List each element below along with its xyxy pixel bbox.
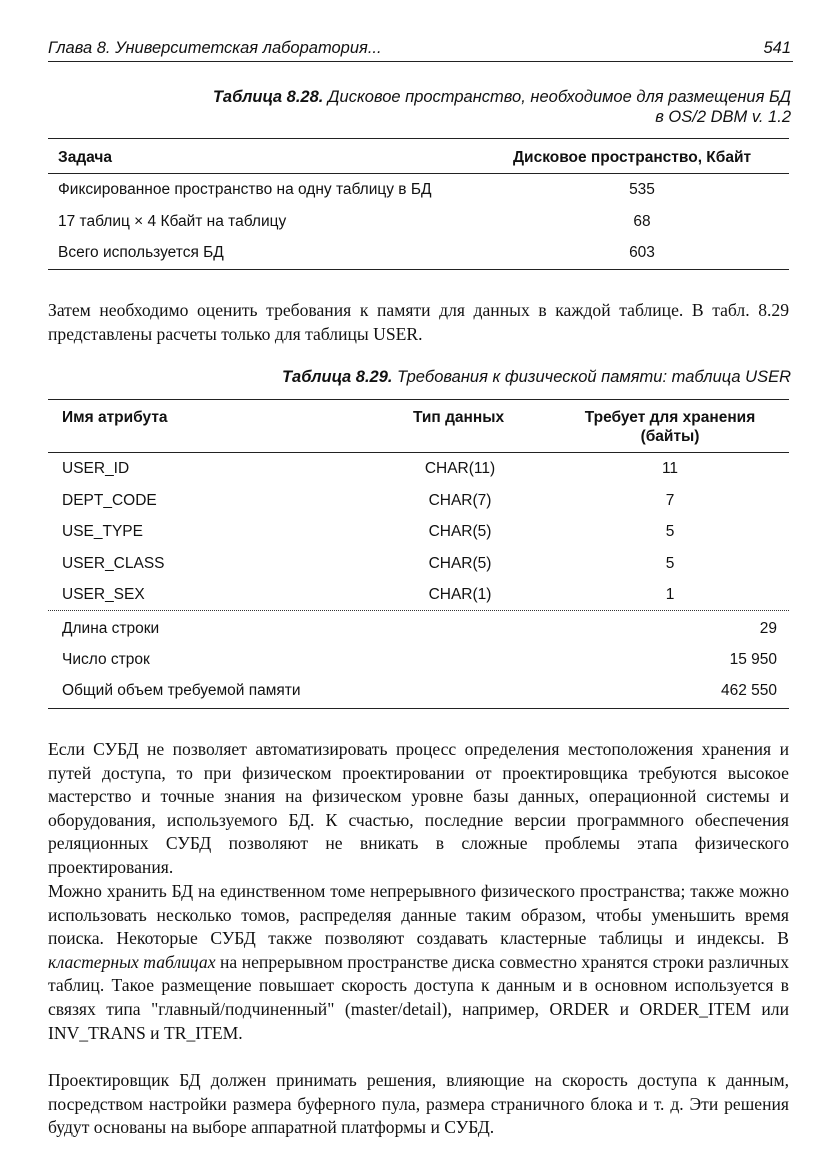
table-829-caption-label: Таблица 8.29. [281, 368, 393, 386]
table-829-row-2-attr: DEPT_CODE [62, 492, 157, 509]
table-828-header-rule [48, 173, 789, 174]
table-829-row-2-bytes: 7 [665, 492, 675, 509]
table-829-total-3-value: 462 550 [720, 682, 777, 699]
body-paragraph-3: Проектировщик БД должен принимать решения, влияющие на скорость доступа к данным, посредством настройки размера буферного пула, размера страничного блока и т. д. Эти решения будут основаны на выборе аппаратной платформы и СУБД. [48, 1070, 789, 1138]
table-829-caption [31, 367, 791, 387]
table-828-header-task: Задача [58, 149, 113, 166]
table-828-caption-label: Таблица 8.28. [212, 88, 324, 106]
body-paragraph-1: Если СУБД не позволяет автоматизировать процесс определения местоположения хранения и путей доступа, то при физическом проектировании от проектировщика требуются высокое мастерство и точные знания на физическом уровне базы данных, операционной системы и оборудования, используемого БД. К счастью, последние версии программного обеспечения реляционных СУБД позволяют не вникать в сложные проблемы этапа физического проектирования. [48, 739, 789, 877]
table-828-row-3-task: Всего используется БД [58, 244, 224, 261]
table-829-total-1-value: 29 [759, 620, 777, 637]
running-head [48, 33, 793, 62]
intro-paragraph: Затем необходимо оценить требования к памяти для данных в каждой таблице. В табл. 8.29 представлены расчеты только для таблицы USER. [48, 300, 789, 344]
table-829-total-3-label: Общий объем требуемой памяти [62, 682, 301, 699]
table-829-row-3-type: CHAR(5) [428, 523, 492, 540]
table-828-top-rule [48, 138, 789, 139]
table-829-caption-text: Требования к физической памяти: таблица USER [392, 368, 791, 386]
table-829-row-1-attr: USER_ID [62, 460, 130, 477]
table-828-caption [31, 87, 791, 127]
table-829-header-storage: Требует для хранения [584, 409, 756, 426]
table-829-row-5-type: CHAR(1) [428, 586, 492, 603]
table-828-row-3-value: 603 [629, 244, 655, 261]
table-829-row-4-bytes: 5 [665, 555, 675, 572]
table-829-header-type: Тип данных [413, 409, 505, 426]
table-829-total-2-value: 15 950 [729, 651, 777, 668]
table-828-row-2-value: 68 [633, 213, 651, 230]
table-829-row-4-attr: USER_CLASS [62, 555, 165, 572]
page-number: 541 [763, 39, 791, 57]
table-829-row-1-type: CHAR(11) [424, 460, 496, 477]
table-828-caption-text: Дисковое пространство, необходимое для размещения БД [323, 88, 791, 106]
table-828-caption-text-2: в OS/2 DBM v. 1.2 [655, 108, 791, 126]
table-829-total-1-label: Длина строки [62, 620, 160, 637]
body-paragraph-2-part-1: Можно хранить БД на единственном томе непрерывного физического пространства; также можно использовать несколько томов, распределяя данные таким образом, чтобы уменьшить время поиска. Некоторые СУБД также позволяют создавать кластерные таблицы и индексы. В [48, 881, 789, 949]
table-829-top-rule [48, 399, 789, 400]
table-829-total-2-label: Число строк [62, 651, 150, 668]
chapter-title: Глава 8. Университетская лаборатория... [48, 39, 382, 57]
table-829-row-5-attr: USER_SEX [62, 586, 145, 603]
table-829-header-attribute: Имя атрибута [62, 409, 168, 426]
table-828-bottom-rule [48, 269, 789, 270]
table-829-header-storage-unit: (байты) [640, 428, 700, 445]
table-828-row-2-task: 17 таблиц × 4 Кбайт на таблицу [58, 213, 287, 230]
table-829-row-2-type: CHAR(7) [428, 492, 492, 509]
table-829-bottom-rule [48, 708, 789, 709]
body-paragraph-2-italic: кластерных таблицах [48, 951, 216, 972]
table-829-row-3-bytes: 5 [665, 523, 675, 540]
table-829-header-rule [48, 452, 789, 453]
table-829-row-4-type: CHAR(5) [428, 555, 492, 572]
body-paragraph-2-part-2: на непрерывном пространстве диска совместно хранятся строки различных таблиц. Такое размещение повышает скорость доступа к данным и в основном используется в связях типа "главный/подчиненный" (master/detail), например, ORDER и ORDER_ITEM или INV_TRANS и TR_ITEM. [48, 951, 789, 1043]
table-828-header-space: Дисковое пространство, Кбайт [513, 149, 752, 166]
table-829-row-3-attr: USE_TYPE [62, 523, 143, 540]
table-829-row-1-bytes: 11 [661, 460, 679, 477]
table-829-row-5-bytes: 1 [665, 586, 675, 603]
table-829-dotted-rule [48, 610, 789, 611]
table-828-row-1-task: Фиксированное пространство на одну таблицу в БД [58, 181, 432, 198]
body-paragraph-2 [48, 880, 789, 1045]
table-828-row-1-value: 535 [629, 181, 655, 198]
